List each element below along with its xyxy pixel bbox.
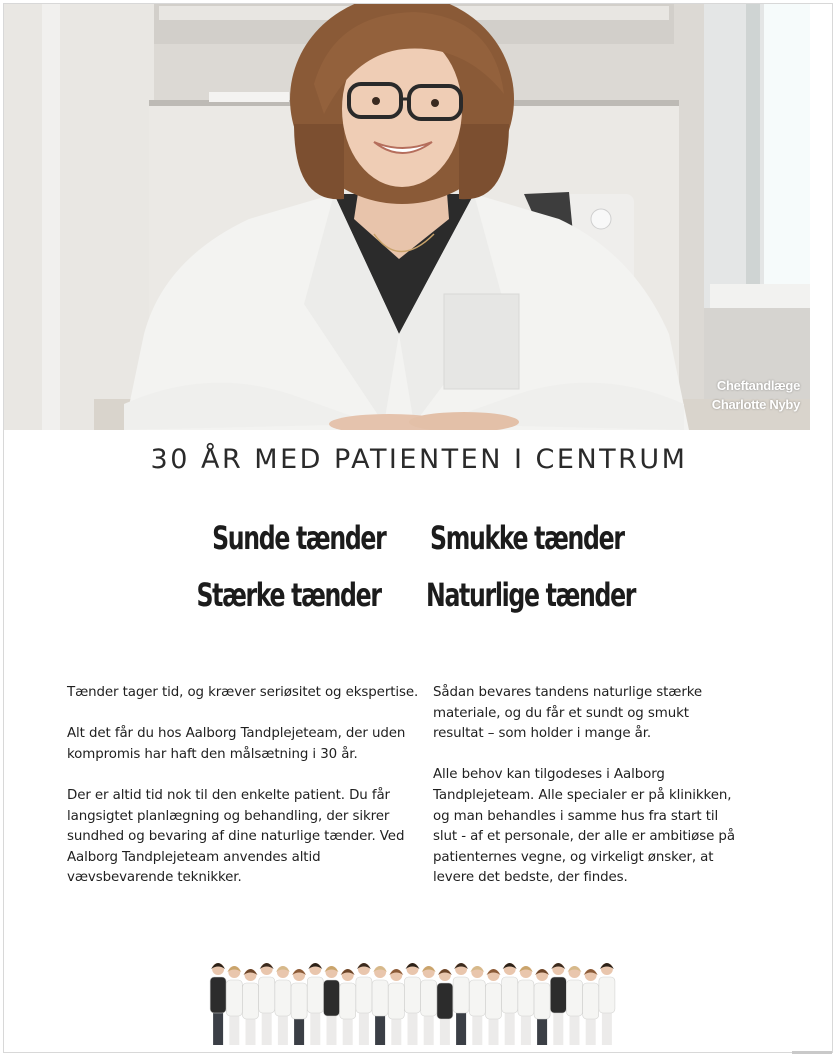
staff-member xyxy=(437,969,453,1045)
staff-member xyxy=(210,963,226,1045)
staff-member xyxy=(291,969,307,1045)
paragraph: Der er altid tid nok til den enkelte patient. Du får langsigtet planlægning og behandling, der sikrer sundhed og bevaring af dine naturlige tænder. Ved Aalborg Tandplejeteam anvendes altid vævsbevarende teknikker. xyxy=(67,787,405,886)
tagline-healthy-teeth: Sunde tænder xyxy=(211,519,385,557)
hero-photo xyxy=(4,4,810,430)
hero-illustration xyxy=(4,4,810,430)
paragraph: Alle behov kan tilgodeses i Aalborg Tandplejeteam. Alle specialer er på klinikken, og man behandles i samme hus fra start til slut - af et personale, der alle er ambitiøse på patienternes vegne, og virkeligt ønsker, at levere det bedste, der findes. xyxy=(433,767,735,886)
staff-member xyxy=(534,969,550,1045)
staff-member xyxy=(324,966,340,1045)
staff-member xyxy=(405,963,421,1045)
staff-member xyxy=(340,969,356,1045)
tagline-natural-teeth: Naturlige tænder xyxy=(426,576,636,614)
paragraph: Tænder tager tid, og kræver seriøsitet og ekspertise. xyxy=(67,685,419,700)
staff-member xyxy=(307,963,323,1045)
staff-member xyxy=(243,969,259,1045)
body-column-left xyxy=(67,683,419,910)
staff-member xyxy=(502,963,518,1045)
staff-member xyxy=(259,963,275,1045)
staff-member xyxy=(567,966,583,1045)
staff-member xyxy=(275,966,291,1045)
team-illustration xyxy=(200,955,625,1050)
page-headline: 30 ÅR MED PATIENTEN I CENTRUM xyxy=(150,444,688,475)
tagline-strong-teeth: Stærke tænder xyxy=(196,576,381,614)
staff-member xyxy=(388,969,404,1045)
staff-member xyxy=(453,963,469,1045)
tagline-beautiful-teeth: Smukke tænder xyxy=(430,519,624,557)
caption-name: Charlotte Nyby xyxy=(711,397,800,412)
staff-member xyxy=(486,969,502,1045)
staff-member xyxy=(469,966,485,1045)
caption-title: Cheftandlæge xyxy=(716,378,800,393)
staff-member xyxy=(550,963,566,1045)
staff-member xyxy=(421,966,437,1045)
photo-caption xyxy=(680,376,800,414)
team-photo xyxy=(200,955,625,1050)
staff-member xyxy=(599,963,615,1045)
staff-member xyxy=(372,966,388,1045)
staff-member xyxy=(583,969,599,1045)
staff-member xyxy=(518,966,534,1045)
staff-member xyxy=(356,963,372,1045)
body-column-right xyxy=(433,683,743,910)
paragraph: Alt det får du hos Aalborg Tandplejeteam, der uden kompromis har haft den målsætning i 30 år. xyxy=(67,726,406,762)
staff-member xyxy=(226,966,242,1045)
paragraph: Sådan bevares tandens naturlige stærke materiale, og du får et sundt og smukt resultat – som holder i mange år. xyxy=(433,685,703,742)
page-scroll-indicator xyxy=(792,1051,832,1054)
